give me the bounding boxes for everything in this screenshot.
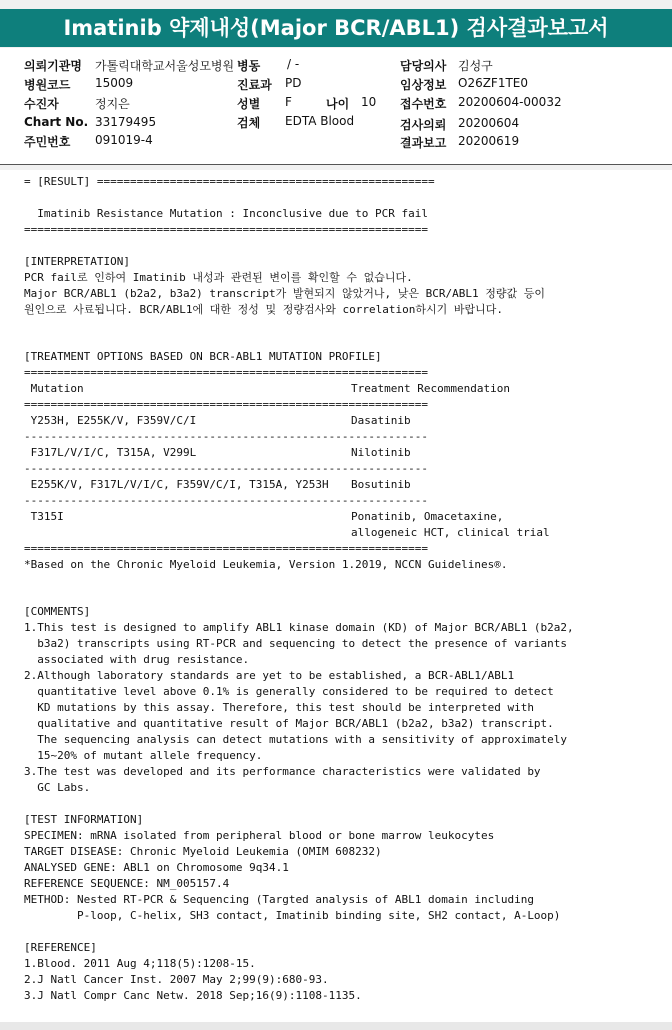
id-label: 주민번호 <box>24 135 71 149</box>
report-title: Imatinib 약제내성(Major BCR/ABL1) 검사결과보고서 <box>0 9 672 47</box>
id-value: 091019-4 <box>95 133 153 147</box>
comment-line: 1.This test is designed to amplify ABL1 kinase domain (KD) of Major BCR/ABL1 (b2a2, <box>24 621 574 634</box>
dept-value: PD <box>285 76 302 90</box>
col-mutation: Mutation <box>24 382 84 395</box>
treatment-cell: allogeneic HCT, clinical trial <box>351 526 550 539</box>
comment-line: GC Labs. <box>24 781 91 794</box>
hospital-code-label: 병원코드 <box>24 78 71 92</box>
specimen-label: 검체 <box>237 116 261 130</box>
doctor-value: 김성구 <box>458 59 493 73</box>
treatment-header: [TREATMENT OPTIONS BASED ON BCR-ABL1 MUTATION PROFILE] <box>24 350 382 363</box>
test-info-line: REFERENCE SEQUENCE: NM_005157.4 <box>24 877 230 890</box>
mutation-cell: T315I <box>24 510 64 523</box>
treatment-rule: ============================================================= <box>24 398 428 411</box>
comment-line: quantitative level above 0.1% is generally considered to be required to detect <box>24 685 554 698</box>
comment-line: 15~20% of mutant allele frequency. <box>24 749 263 762</box>
dept-label: 진료과 <box>237 78 272 92</box>
treatment-cell: Ponatinib, Omacetaxine, <box>351 510 504 523</box>
reference-line: 3.J Natl Compr Canc Netw. 2018 Sep;16(9):1108-1135. <box>24 989 362 1002</box>
receipt-value: 20200604-00032 <box>458 95 562 109</box>
report-body <box>0 170 672 1022</box>
treatment-footnote: *Based on the Chronic Myeloid Leukemia, Version 1.2019, NCCN Guidelines®. <box>24 558 508 571</box>
interpretation-line: PCR fail로 인하여 Imatinib 내성과 관련된 변이를 확인할 수 없습니다. <box>24 271 413 284</box>
interpretation-header: [INTERPRETATION] <box>24 255 130 268</box>
comment-line: 3.The test was developed and its performance characteristics were validated by <box>24 765 541 778</box>
sex-label: 성별 <box>237 97 261 111</box>
interpretation-line: Major BCR/ABL1 (b2a2, b3a2) transcript가 발현되지 않았거나, 낮은 BCR/ABL1 정량값 등이 <box>24 287 546 300</box>
test-info-line: METHOD: Nested RT-PCR & Sequencing (Targted analysis of ABL1 domain including <box>24 893 534 906</box>
interpretation-line: 원인으로 사료됩니다. BCR/ABL1에 대한 정성 및 정량검사와 correlation하시기 바랍니다. <box>24 303 503 316</box>
test-info-header: [TEST INFORMATION] <box>24 813 144 826</box>
comment-line: KD mutations by this assay. Therefore, this test should be interpreted with <box>24 701 534 714</box>
treatment-cell: Dasatinib <box>351 414 411 427</box>
specimen-value: EDTA Blood <box>285 114 355 128</box>
doctor-label: 담당의사 <box>400 59 447 73</box>
ward-label: 병동 <box>237 59 261 73</box>
reference-header: [REFERENCE] <box>24 941 97 954</box>
age-label: 나이 <box>326 97 350 111</box>
comment-line: 2.Although laboratory standards are yet to be established, a BCR-ABL1/ABL1 <box>24 669 515 682</box>
comment-line: associated with drug resistance. <box>24 653 250 666</box>
chart-label: Chart No. <box>24 115 89 129</box>
test-info-line: ANALYSED GENE: ABL1 on Chromosome 9q34.1 <box>24 861 289 874</box>
report-date-label: 결과보고 <box>400 136 447 150</box>
test-info-line: TARGET DISEASE: Chronic Myeloid Leukemia (OMIM 608232) <box>24 845 382 858</box>
request-value: 20200604 <box>458 116 520 130</box>
sex-value: F <box>285 95 292 109</box>
result-rule: ============================================================= <box>24 223 428 236</box>
institution-label: 의뢰기관명 <box>24 59 82 73</box>
page-bottom-edge <box>0 1022 672 1030</box>
reference-line: 1.Blood. 2011 Aug 4;118(5):1208-15. <box>24 957 256 970</box>
receiver-label: 수진자 <box>24 97 59 111</box>
mutation-cell: F317L/V/I/C, T315A, V299L <box>24 446 197 459</box>
clinical-value: O26ZF1TE0 <box>458 76 529 90</box>
reference-line: 2.J Natl Cancer Inst. 2007 May 2;99(9):680-93. <box>24 973 329 986</box>
col-treatment: Treatment Recommendation <box>351 382 510 395</box>
treatment-rule: ============================================================= <box>24 366 428 379</box>
result-header: = [RESULT] =================================================== <box>24 175 435 188</box>
row-divider: ------------------------------------------------------------- <box>24 462 428 475</box>
patient-header <box>0 48 672 165</box>
receiver-value: 정지은 <box>95 97 130 111</box>
report-date-value: 20200619 <box>458 134 520 148</box>
clinical-label: 임상정보 <box>400 78 447 92</box>
receipt-label: 접수번호 <box>400 97 447 111</box>
treatment-rule: ============================================================= <box>24 542 428 555</box>
institution-value: 가톨릭대학교서울성모병원 <box>95 59 235 73</box>
treatment-cell: Nilotinib <box>351 446 411 459</box>
comment-line: The sequencing analysis can detect mutations with a sensitivity of approximately <box>24 733 568 746</box>
age-value: 10 <box>361 95 377 109</box>
result-line: Imatinib Resistance Mutation : Inconclusive due to PCR fail <box>24 207 428 220</box>
row-divider: ------------------------------------------------------------- <box>24 430 428 443</box>
ward-value: / - <box>287 57 300 71</box>
chart-value: 33179495 <box>95 115 157 129</box>
mutation-cell: Y253H, E255K/V, F359V/C/I <box>24 414 197 427</box>
test-info-line: SPECIMEN: mRNA isolated from peripheral blood or bone marrow leukocytes <box>24 829 495 842</box>
comment-line: qualitative and quantitative result of Major BCR/ABL1 (b2a2, b3a2) transcript. <box>24 717 554 730</box>
treatment-cell: Bosutinib <box>351 478 411 491</box>
mutation-cell: E255K/V, F317L/V/I/C, F359V/C/I, T315A, Y253H <box>24 478 329 491</box>
test-info-line: P-loop, C-helix, SH3 contact, Imatinib binding site, SH2 contact, A-Loop) <box>24 909 561 922</box>
row-divider: ------------------------------------------------------------- <box>24 494 428 507</box>
comment-line: b3a2) transcripts using RT-PCR and sequencing to detect the presence of variants <box>24 637 568 650</box>
comments-header: [COMMENTS] <box>24 605 91 618</box>
hospital-code-value: 15009 <box>95 76 134 90</box>
request-label: 검사의뢰 <box>400 118 447 132</box>
